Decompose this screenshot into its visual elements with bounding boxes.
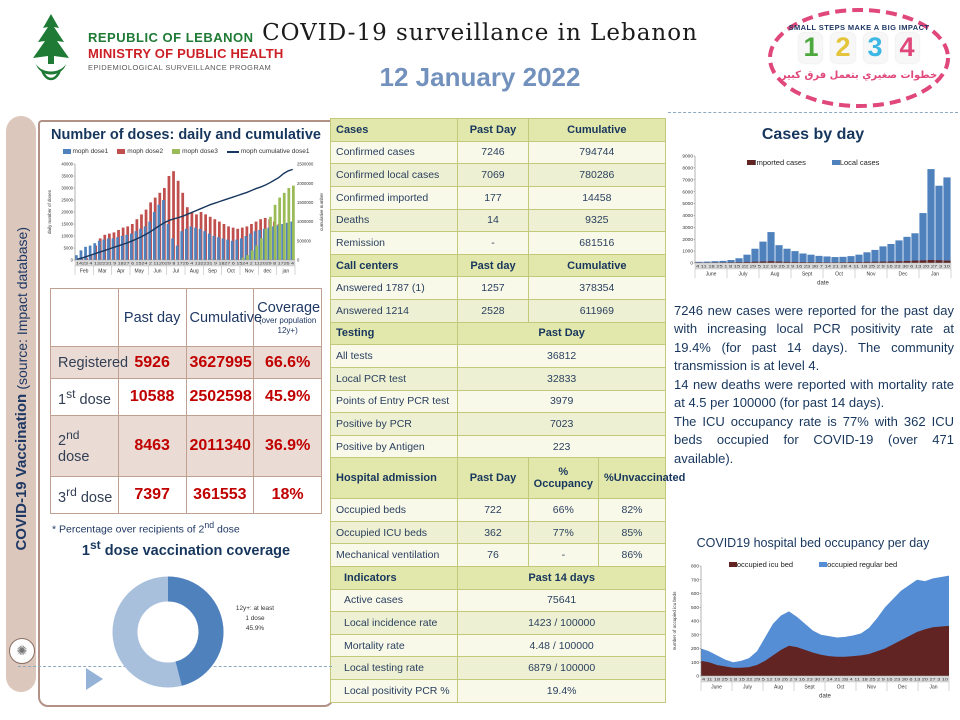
svg-text:15000: 15000 [61, 221, 73, 227]
svg-text:35000: 35000 [61, 173, 73, 179]
table-row: Answered 1214 2528 611969 [331, 300, 666, 323]
report-date: 12 January 2022 [379, 62, 581, 92]
section-header-row: Call centers Past day Cumulative [331, 254, 666, 277]
table-row: Confirmed local cases 7069 780286 [331, 164, 666, 187]
svg-text:Nov: Nov [867, 684, 876, 691]
svg-text:Jun: Jun [153, 268, 162, 275]
legend-item: occupied regular bed [819, 560, 897, 569]
svg-text:July: July [738, 271, 748, 278]
svg-text:Dec: Dec [898, 684, 907, 691]
table-row: Answered 1787 (1) 1257 378354 [331, 277, 666, 300]
summary-paragraph-1: 7246 new cases were reported for the past day with increasing local PCR positivity rate at 19.4% (for past 14 days). The community transmission is at level 4. [674, 303, 954, 374]
svg-text:Aug: Aug [774, 684, 783, 691]
stamp-numbers [766, 33, 952, 63]
svg-text:1000: 1000 [682, 249, 693, 255]
svg-text:0: 0 [297, 257, 300, 263]
svg-text:10000: 10000 [61, 233, 73, 239]
svg-text:3000: 3000 [682, 225, 693, 231]
legend-item: moph dose1 [63, 148, 109, 155]
svg-text:4 11 18 25 1 8 15 22 29 5 12 1: 4 11 18 25 1 8 15 22 29 5 12 19 26 2 9 16 23 30 7 14 21 28 4 11 18 25 2 9 16 23 30 6 13 20 27 3 10 [696, 264, 951, 269]
table-row: Local positivity PCR % 19.4% [331, 680, 666, 703]
header [0, 0, 960, 115]
svg-text:12y+: at least: 12y+: at least [235, 605, 275, 612]
svg-text:9000: 9000 [682, 154, 693, 160]
svg-text:June: June [711, 684, 722, 691]
table-row: Local PCR test 32833 [331, 367, 666, 390]
svg-text:Nov: Nov [244, 268, 254, 275]
svg-text:8000: 8000 [682, 166, 693, 172]
svg-text:Aug: Aug [189, 268, 199, 275]
donut-chart [50, 560, 322, 702]
table-row: Mechanical ventilation 76 - 86% [331, 544, 666, 567]
summary-paragraph-3: The ICU occupancy rate is 77% with 362 ICU beds occupied for COVID-19 (over 471 available). [674, 413, 954, 466]
svg-text:May: May [134, 268, 144, 275]
doses-chart [45, 162, 327, 290]
svg-text:date: date [819, 693, 831, 700]
cases-panel [668, 112, 958, 718]
summary-paragraph-2: 14 new deaths were reported with mortality rate at 4.5 per 100000 (for past 14 days). [674, 376, 954, 411]
svg-text:Feb: Feb [79, 268, 89, 275]
svg-text:300: 300 [690, 633, 699, 639]
stamp-number: 2 [831, 33, 854, 63]
svg-text:1500000: 1500000 [297, 200, 314, 205]
svg-text:1 dose: 1 dose [245, 615, 265, 622]
svg-text:June: June [705, 271, 717, 278]
sidebar-vertical-label [13, 227, 30, 551]
doses-chart-title: Number of doses: daily and cumulative [51, 127, 321, 143]
stamp-arabic-slogan: خطوات صغيري بتعمل فرق كبير [780, 70, 938, 81]
svg-text:Mar: Mar [98, 268, 107, 275]
svg-text:6000: 6000 [682, 190, 693, 196]
svg-text:Oct: Oct [835, 271, 843, 278]
svg-text:Sep: Sep [208, 268, 217, 275]
table-row: 1st dose 10588 2502598 45.9% [51, 379, 322, 416]
cases-chart-legend [668, 158, 958, 167]
stamp-slogan: SMALL STEPS MAKE A BIG IMPACT [788, 23, 930, 32]
legend-item: Imported cases [747, 158, 806, 167]
vaccination-panel [38, 120, 334, 707]
legend-item: Local cases [832, 158, 880, 167]
section-header-row: Cases Past Day Cumulative [331, 119, 666, 142]
svg-text:1000000: 1000000 [297, 219, 314, 225]
table-row: Local incidence rate 1423 / 100000 [331, 612, 666, 635]
doses-chart-legend [40, 148, 332, 155]
svg-text:5000: 5000 [682, 202, 693, 208]
virus-icon: ✺ [9, 638, 35, 664]
svg-text:0: 0 [696, 674, 699, 680]
table-row: 2nd dose 8463 2011340 36.9% [51, 415, 322, 476]
section-header-row: Testing Past Day [331, 322, 666, 345]
svg-text:1423 4 132231 9 1827 6 1524 2: 1423 4 132231 9 1827 6 1524 2 112029 8 1726 4 132231 9 1827 6 1524 2 112029 8 1726 4 [76, 261, 295, 266]
svg-text:7000: 7000 [682, 178, 693, 184]
svg-text:Sept: Sept [804, 684, 815, 691]
svg-text:400: 400 [690, 619, 699, 625]
logo-line-2: MINISTRY OF PUBLIC HEALTH [88, 46, 284, 62]
logo-line-1: REPUBLIC OF LEBANON [88, 30, 254, 46]
logo-line-3: EPIDEMIOLOGICAL SURVEILLANCE PROGRAM [88, 62, 272, 72]
small-steps-stamp [766, 6, 952, 110]
cases-chart-title: Cases by day [761, 126, 865, 143]
table-row: Deaths 14 9325 [331, 209, 666, 232]
svg-text:Dec: Dec [898, 271, 908, 278]
vaccine-table-note: * Percentage over recipients of 2nd dose [52, 520, 240, 536]
table-row: Confirmed imported 177 14458 [331, 186, 666, 209]
svg-text:100: 100 [690, 660, 699, 666]
table-row: Points of Entry PCR test 3979 [331, 390, 666, 413]
svg-text:5000: 5000 [63, 245, 73, 251]
legend-item: moph dose2 [117, 148, 163, 155]
table-row: Positive by PCR 7023 [331, 413, 666, 436]
svg-text:dec: dec [263, 268, 272, 275]
stamp-number: 3 [864, 33, 887, 63]
sidebar-title: COVID-19 Vaccination [12, 389, 30, 551]
table-row: Active cases 75641 [331, 589, 666, 612]
svg-text:Nov: Nov [866, 271, 876, 278]
svg-text:Aug: Aug [770, 271, 780, 278]
svg-text:25000: 25000 [61, 197, 73, 203]
table-row: Remission - 681516 [331, 232, 666, 255]
legend-item: moph cumulative dose1 [227, 148, 310, 155]
svg-text:number of occupied icu beds: number of occupied icu beds [672, 591, 677, 651]
occupancy-chart [669, 554, 957, 714]
svg-text:date: date [817, 280, 829, 287]
svg-text:4000: 4000 [682, 214, 693, 220]
svg-text:cumulative number: cumulative number [319, 192, 324, 232]
svg-text:0: 0 [690, 261, 693, 267]
svg-text:600: 600 [690, 592, 699, 598]
svg-text:0: 0 [70, 257, 73, 263]
legend-item: moph dose3 [172, 148, 218, 155]
table-row: Occupied ICU beds 362 77% 85% [331, 521, 666, 544]
donut-chart-title: 1st dose vaccination coverage [81, 538, 291, 559]
table-row: Local testing rate 6879 / 100000 [331, 657, 666, 680]
svg-text:July: July [743, 684, 752, 691]
occupancy-chart-legend [668, 560, 958, 569]
svg-text:Jan: Jan [929, 684, 938, 691]
svg-text:Oct: Oct [836, 684, 845, 691]
svg-text:30000: 30000 [61, 185, 73, 191]
section-header-row: Indicators Past 14 days [331, 566, 666, 589]
summary-text [674, 302, 954, 468]
sidebar-vaccination [6, 116, 36, 692]
svg-text:2000000: 2000000 [297, 180, 314, 186]
svg-text:Oct: Oct [226, 268, 235, 275]
svg-text:500000: 500000 [297, 238, 311, 244]
svg-text:Jan: Jan [930, 271, 940, 278]
svg-text:200: 200 [690, 647, 699, 653]
svg-text:700: 700 [690, 578, 699, 584]
page-title: COVID-19 surveillance in Lebanon [262, 20, 698, 46]
svg-text:daily number of doses: daily number of doses [47, 189, 52, 235]
svg-text:Apr: Apr [116, 268, 125, 275]
table-header-row: Past day Cumulative Coverage (over population 12y+) [51, 289, 322, 347]
section-header-row: Hospital admission Past Day % Occupancy %Unvaccinated [331, 458, 666, 499]
cases-chart [669, 152, 957, 297]
top-dashed-line [668, 112, 958, 113]
svg-text:Sept: Sept [801, 271, 813, 278]
stamp-number: 4 [896, 33, 919, 63]
table-row: All tests 36812 [331, 345, 666, 368]
legend-item: occupied icu bed [729, 560, 793, 569]
table-row: 3rd dose 7397 361553 18% [51, 477, 322, 514]
svg-text:500: 500 [690, 605, 699, 611]
svg-text:40000: 40000 [61, 162, 73, 167]
table-row: Registered 5926 3627995 66.6% [51, 347, 322, 379]
svg-text:20000: 20000 [61, 209, 73, 215]
vaccine-table [50, 288, 322, 514]
table-row: Mortality rate 4.48 / 100000 [331, 634, 666, 657]
stamp-number: 1 [799, 33, 822, 63]
svg-text:2500000: 2500000 [297, 162, 314, 167]
svg-text:800: 800 [690, 564, 699, 570]
svg-text:2000: 2000 [682, 237, 693, 243]
sidebar-source: (source: Impact database) [13, 227, 30, 390]
table-row: Confirmed cases 7246 794744 [331, 141, 666, 164]
svg-text:4 11 18 25 1 8 15 22 29 5 12 1: 4 11 18 25 1 8 15 22 29 5 12 19 26 2 9 16 23 30 7 14 21 28 4 11 18 25 2 9 16 23 30 6 13 20 27 3 10 [702, 677, 949, 682]
table-row: Occupied beds 722 66% 82% [331, 499, 666, 522]
svg-text:jan: jan [282, 268, 290, 275]
svg-text:Jul: Jul [172, 268, 180, 275]
cedar-tree-icon [22, 12, 80, 90]
occupancy-chart-title: COVID19 hospital bed occupancy per day [696, 536, 930, 550]
table-row: Positive by Antigen 223 [331, 435, 666, 458]
svg-text:45.9%: 45.9% [245, 625, 265, 632]
